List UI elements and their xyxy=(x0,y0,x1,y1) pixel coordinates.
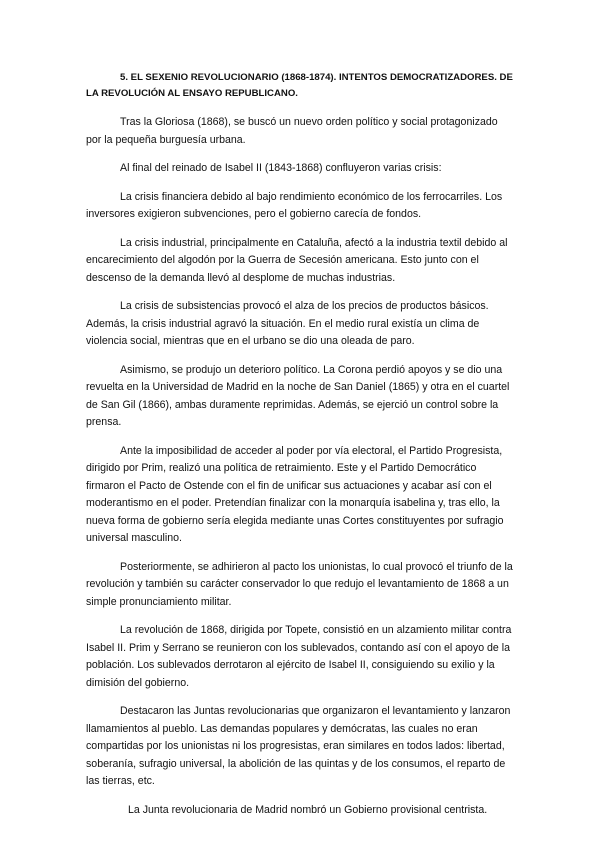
paragraph: La Junta revolucionaria de Madrid nombró un Gobierno provisional centrista. xyxy=(128,803,488,816)
paragraph: Destacaron las Juntas revolucionarias que organizaron el levantamiento y lanzaron llamamientos al pueblo. Las demandas populares y demócratas, las cuales no eran compartidas por los unionistas ni los progresistas, eran similares en todos lados: libertad, soberanía, sufragio universal, la abolición de las quintas y de los consumos, el reparto de las tierras, etc. xyxy=(86,705,511,787)
paragraph: La crisis de subsistencias provocó el alza de los precios de productos básicos. Además, la crisis industrial agravó la situación. En el medio rural existía un clima de violencia social, mientras que en el urbano se dio una oleada de paro. xyxy=(86,300,489,347)
paragraph: Al final del reinado de Isabel II (1843-1868) confluyeron varias crisis: xyxy=(120,162,442,174)
paragraph: La crisis industrial, principalmente en Cataluña, afectó a la industria textil debido al encarecimiento del algodón por la Guerra de Secesión americana. Esto junto con el descenso de la demanda llevó al desplome de muchas industrias. xyxy=(86,236,508,284)
section-heading: 5. EL SEXENIO REVOLUCIONARIO (1868-1874). INTENTOS DEMOCRATIZADORES. DE LA REVOLUCIÓN AL ENSAYO REPUBLICANO. xyxy=(86,72,513,99)
paragraph: La revolución de 1868, dirigida por Topete, consistió en un alzamiento militar contra Isabel II. Prim y Serrano se reunieron con los sublevados, contando así con el apoyo de la población. Los sublevados derrotaron al ejército de Isabel II, consiguiendo su exilio y la dimisión del gobierno. xyxy=(86,624,512,689)
paragraph: Asimismo, se produjo un deterioro político. La Corona perdió apoyos y se dio una revuelta en la Universidad de Madrid en la noche de San Daniel (1865) y otra en el cuartel de San Gil (1866), ambas duramente reprimidas. Además, se ejerció un control sobre la prensa. xyxy=(86,363,510,428)
paragraph: Ante la imposibilidad de acceder al poder por vía electoral, el Partido Progresista, dirigido por Prim, realizó una política de retraimiento. Este y el Partido Democrático firmaron el Pacto de Ostende con el fin de unificar sus actuaciones y acabar así con el moderantismo en el poder. Pretendían finalizar con la monarquía isabelina y, tras ello, la nueva forma de gobierno sería elegida mediante unas Cortes constituyentes por sufragio universal masculino. xyxy=(86,444,504,544)
paragraph: La crisis financiera debido al bajo rendimiento económico de los ferrocarriles. Los inversores exigieron subvenciones, pero el gobierno carecía de fondos. xyxy=(86,190,503,220)
paragraph: Tras la Gloriosa (1868), se buscó un nuevo orden político y social protagonizado por la pequeña burguesía urbana. xyxy=(86,116,498,146)
paragraph: Posteriormente, se adhirieron al pacto los unionistas, lo cual provocó el triunfo de la revolución y también su carácter conservador lo que redujo el levantamiento de 1868 a un simple pronunciamiento militar. xyxy=(86,560,513,608)
